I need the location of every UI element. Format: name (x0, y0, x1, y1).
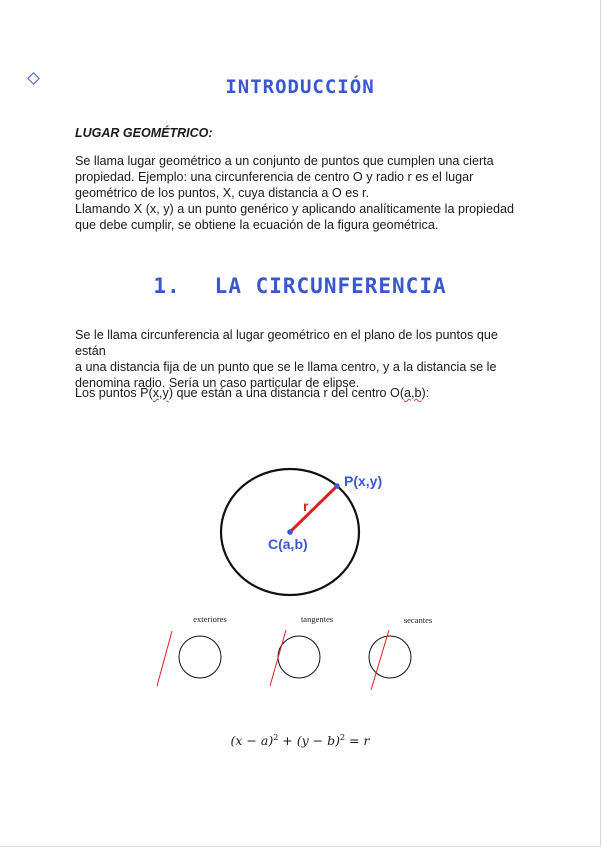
point-label: P(x,y) (344, 473, 383, 489)
intro-line: geométrico de los puntos, X, cuya distancia a O es r. (75, 186, 370, 200)
radius-line (290, 486, 337, 532)
formula-exponent: 2 (339, 733, 346, 742)
label-exteriores: exteriores (193, 614, 227, 624)
secant-circle (369, 636, 411, 678)
circle-point (334, 483, 340, 489)
tangent-circle (278, 636, 320, 678)
exterior-line (157, 631, 172, 686)
heading-number: 1. (153, 274, 181, 298)
label-tangentes: tangentes (300, 614, 334, 624)
section-label-lugar-geometrico: LUGAR GEOMÉTRICO: (75, 126, 213, 140)
spellcheck-word: a,b (404, 386, 422, 400)
circ-line: a una distancia fija de un punto que se le llama centro, y a la distancia se le (75, 360, 497, 374)
formula-exponent: 2 (273, 733, 279, 742)
formula-part: + (y − b) (278, 733, 340, 749)
heading-text: LA CIRCUNFERENCIA (214, 274, 447, 298)
radius-label: r (303, 498, 309, 514)
exterior-circle (179, 636, 221, 678)
center-point (287, 529, 293, 535)
points-text: ): (421, 386, 430, 400)
intro-line: propiedad. Ejemplo: una circunferencia de centro O y radio r es el lugar (75, 170, 474, 184)
formula-part: = r (345, 733, 370, 749)
formula-part: (x − a) (230, 733, 274, 749)
circ-line: Se le llama circunferencia al lugar geométrico en el plano de los puntos que están (75, 328, 498, 358)
intro-line: Se llama lugar geométrico a un conjunto de puntos que cumplen una cierta (75, 154, 494, 168)
intro-line: Llamando X (x, y) a un punto genérico y aplicando analíticamente la propiedad (75, 202, 514, 216)
introduction-title: INTRODUCCIÓN (225, 76, 375, 98)
points-text: ) que están a una distancia r del centro O( (168, 386, 405, 400)
tangent-line (270, 630, 286, 686)
intro-line: que debe cumplir, se obtiene la ecuación de la figura geométrica. (75, 218, 439, 232)
circle-equation (0, 733, 600, 748)
center-label: C(a,b) (268, 536, 308, 552)
points-text: Los puntos P( (75, 386, 153, 400)
label-secantes: secantes (403, 615, 433, 625)
circ-line: denomina radio. Sería un caso particular de elipse. (75, 376, 360, 390)
spellcheck-word: x,y (152, 386, 169, 400)
